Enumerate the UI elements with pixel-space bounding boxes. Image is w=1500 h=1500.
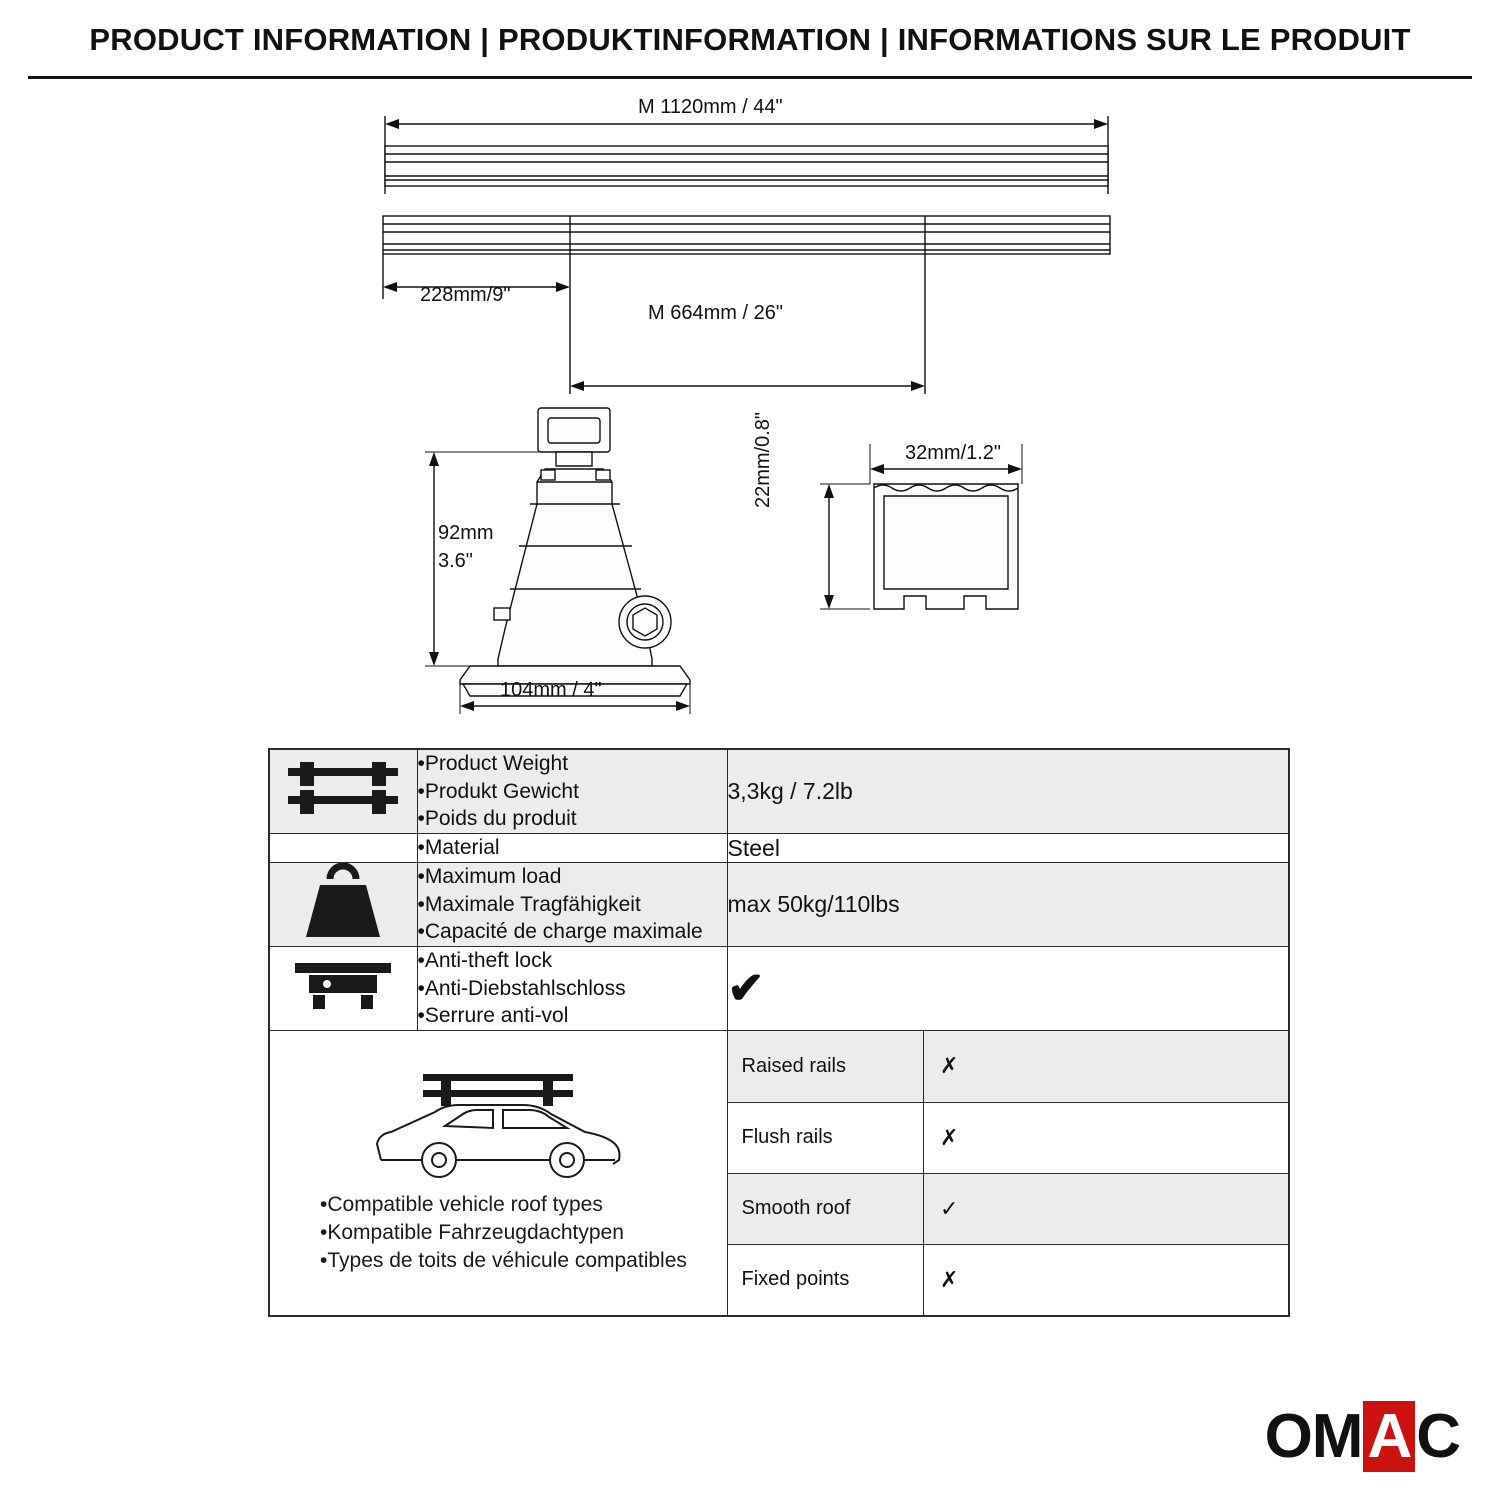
table-row [269,834,1289,863]
drawing-svg [0,84,1500,734]
roof-type-row [728,1102,1289,1173]
car-with-rack-icon [363,1068,633,1186]
dim-profile-width: 32mm/1.2" [905,442,1002,464]
maxload-label-de: •Maximale Tragfähigkeit [417,892,641,916]
logo-text-a: A [1363,1401,1415,1472]
dim-bar-length: M 1120mm / 44" [638,96,783,118]
table-row [269,947,1289,1031]
dim-foot-height-line2: 3.6" [438,550,473,572]
compat-label-de: •Kompatible Fahrzeugdachtypen [320,1220,624,1244]
dim-profile-height: 22mm/0.8" [752,411,774,508]
roof-type-value: ✗ [924,1031,1289,1102]
material-label-en: •Material [417,836,500,860]
crossbars-icon-cell [269,749,417,834]
table-row [269,749,1289,834]
lock-label-en: •Anti-theft lock [417,949,553,973]
compat-labels [280,1191,717,1274]
logo-text-c: C [1416,1402,1460,1471]
roof-type-name: Flush rails [728,1102,924,1173]
page-title: PRODUCT INFORMATION | PRODUKTINFORMATION | INFORMATIONS SUR LE PRODUIT [89,22,1411,57]
lock-label-de: •Anti-Diebstahlschloss [417,976,626,1000]
roof-type-value: ✗ [924,1102,1289,1173]
compat-label-fr: •Types de toits de véhicule compatibles [320,1248,687,1272]
dim-foot-height-line1: 92mm [438,522,494,544]
roof-type-name: Fixed points [728,1244,924,1315]
weight-value: 3,3kg / 7.2lb [727,749,1289,834]
table-row [269,862,1289,946]
compat-cell [269,1031,727,1317]
material-icon-cell [269,834,417,863]
lock-labels [417,947,727,1031]
roof-type-value: ✓ [924,1173,1289,1244]
technical-drawing [0,84,1500,734]
crossbars-icon [284,756,402,822]
dim-span: M 664mm / 26" [648,302,783,324]
header-divider [28,76,1472,79]
lock-value [727,947,1289,1031]
weight-label-en: •Product Weight [417,752,569,775]
maxload-label-fr: •Capacité de charge maximale [417,920,703,944]
maxload-label-en: •Maximum load [417,864,562,888]
roof-type-name: Raised rails [728,1031,924,1102]
spec-table [268,748,1290,1317]
material-labels [417,834,727,863]
material-value: Steel [727,834,1289,863]
roof-type-name: Smooth roof [728,1173,924,1244]
compat-label-en: •Compatible vehicle roof types [320,1193,603,1217]
roof-type-table [728,1031,1289,1315]
lock-check-icon: ✔ [727,963,765,1013]
dim-foot-width: 104mm / 4" [500,679,602,701]
maxload-value: max 50kg/110lbs [727,862,1289,946]
weight-label-de: •Produkt Gewicht [417,779,579,803]
dim-end-offset: 228mm/9" [420,284,511,306]
lock-label-fr: •Serrure anti-vol [417,1004,569,1028]
car-with-rack-icon-wrap [280,1068,717,1191]
weight-label-fr: •Poids du produit [417,807,577,831]
weight-labels [417,749,727,834]
logo-text-om: OM [1264,1402,1363,1471]
roof-type-row [728,1173,1289,1244]
roof-type-value: ✗ [924,1244,1289,1315]
weight-icon [300,863,386,941]
lock-icon [291,955,395,1017]
roof-type-row [728,1031,1289,1102]
lock-icon-cell [269,947,417,1031]
weight-icon-cell [269,862,417,946]
omac-logo [1265,1401,1460,1472]
compat-list-cell [727,1031,1289,1317]
roof-type-row [728,1244,1289,1315]
maxload-labels [417,862,727,946]
table-row [269,1031,1289,1317]
